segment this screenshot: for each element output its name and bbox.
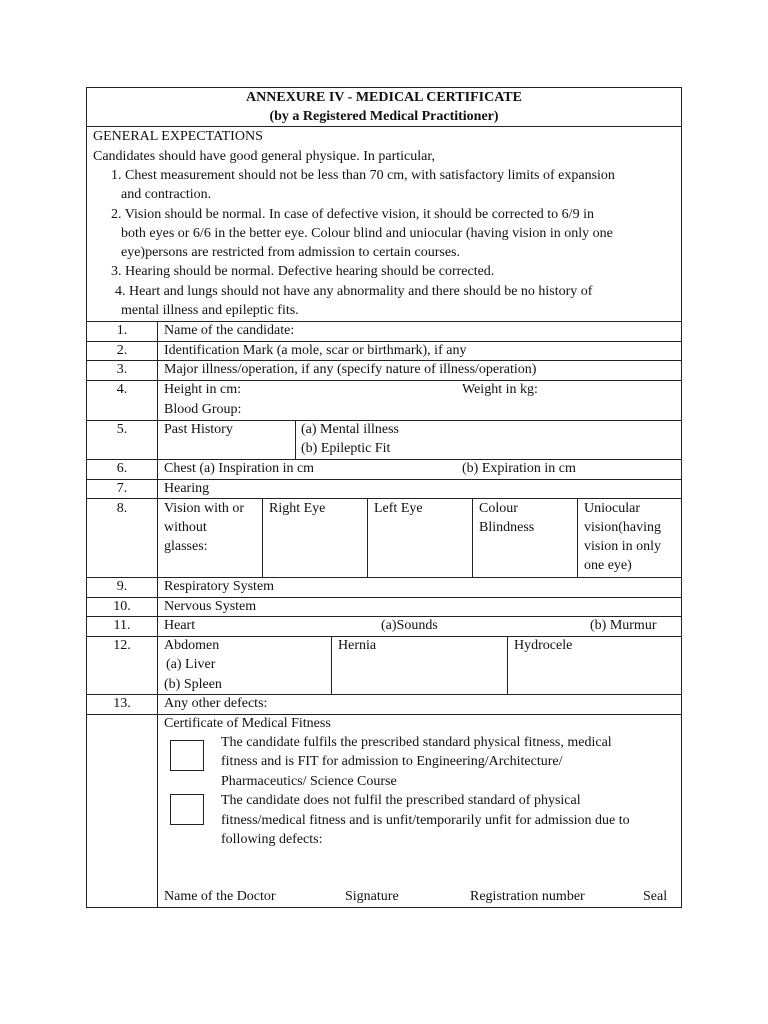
expectation-item-3: 3. Hearing should be normal. Defective hearing should be corrected. [111,264,495,279]
column-rule [295,420,296,459]
fit-statement: The candidate fulfils the prescribed standard physical fitness, medical [221,735,612,750]
spleen-label: (b) Spleen [164,677,222,692]
doctor-name-label: Name of the Doctor [164,889,276,904]
hearing-label: Hearing [164,481,210,496]
uniocular-label: one eye) [584,558,632,573]
signature-label: Signature [345,889,399,904]
row-number: 5. [116,422,128,437]
fit-statement: fitness and is FIT for admission to Engineering/Architecture/ [221,754,563,769]
epileptic-fit-label: (b) Epileptic Fit [301,441,391,456]
liver-label: (a) Liver [166,657,216,672]
unfit-checkbox[interactable] [170,794,204,825]
fitness-heading: Certificate of Medical Fitness [164,716,331,731]
column-rule [157,321,158,908]
chest-inspiration-label: Chest (a) Inspiration in cm [164,461,315,476]
uniocular-label: vision(having [584,520,661,535]
colour-blindness-label: Blindness [479,520,535,535]
expectation-item-2-cont: eye)persons are restricted from admission to certain courses. [121,245,460,260]
expectation-item-4-cont: mental illness and epileptic fits. [121,303,299,318]
row-number: 13. [113,696,131,711]
row-number: 3. [116,362,128,377]
heart-sounds-label: (a)Sounds [381,618,438,633]
row-number: 10. [113,599,131,614]
fit-statement: Pharmaceutics/ Science Course [221,774,397,789]
expectation-item-1-cont: and contraction. [121,187,212,202]
major-illness-label: Major illness/operation, if any (specify nature of illness/operation) [164,362,537,377]
row-number: 1. [116,323,128,338]
row-number: 8. [116,501,128,516]
expectation-item-2: 2. Vision should be normal. In case of defective vision, it should be corrected to 6/9 in [111,207,594,222]
uniocular-label: Uniocular [584,501,640,516]
expectation-item-4: 4. Heart and lungs should not have any abnormality and there should be no history of [115,284,593,299]
candidate-name-label: Name of the candidate: [164,323,295,338]
past-history-label: Past History [164,422,233,437]
unfit-statement: The candidate does not fulfil the prescribed standard of physical [221,793,581,808]
respiratory-system-label: Respiratory System [164,579,275,594]
blood-group-label: Blood Group: [164,402,242,417]
height-label: Height in cm: [164,382,241,397]
nervous-system-label: Nervous System [164,599,257,614]
seal-label: Seal [643,889,668,904]
row-number: 9. [116,579,128,594]
row-number: 2. [116,343,128,358]
vision-label: Vision with or [164,501,245,516]
left-eye-label: Left Eye [374,501,423,516]
expectations-heading: GENERAL EXPECTATIONS [93,129,263,144]
other-defects-label: Any other defects: [164,696,268,711]
vision-label: without [164,520,207,535]
unfit-statement: fitness/medical fitness and is unfit/temporarily unfit for admission due to [221,813,630,828]
row-number: 7. [116,481,128,496]
expectations-intro: Candidates should have good general physique. In particular, [93,149,435,164]
form-subtitle: (by a Registered Medical Practitioner) [269,109,499,124]
expectation-item-1: 1. Chest measurement should not be less than 70 cm, with satisfactory limits of expansion [111,168,615,183]
row-number: 4. [116,382,128,397]
chest-expiration-label: (b) Expiration in cm [462,461,576,476]
heart-murmur-label: (b) Murmur [590,618,657,633]
row-number: 12. [113,638,131,653]
hydrocele-label: Hydrocele [514,638,573,653]
registration-number-label: Registration number [470,889,585,904]
uniocular-label: vision in only [584,539,662,554]
colour-blindness-label: Colour [479,501,518,516]
expectation-item-2-cont: both eyes or 6/6 in the better eye. Colour blind and uniocular (having vision in only one [121,226,613,241]
column-rule [262,498,263,577]
heart-label: Heart [164,618,196,633]
right-eye-label: Right Eye [269,501,326,516]
hernia-label: Hernia [338,638,377,653]
medical-certificate-form [86,87,682,908]
form-title: ANNEXURE IV - MEDICAL CERTIFICATE [246,90,522,105]
identification-mark-label: Identification Mark (a mole, scar or birthmark), if any [164,343,467,358]
weight-label: Weight in kg: [462,382,538,397]
abdomen-label: Abdomen [164,638,220,653]
column-rule [331,636,332,694]
mental-illness-label: (a) Mental illness [301,422,399,437]
column-rule [507,636,508,694]
column-rule [367,498,368,577]
vision-label: glasses: [164,539,208,554]
column-rule [472,498,473,577]
fit-checkbox[interactable] [170,740,204,771]
row-number: 6. [116,461,128,476]
unfit-statement: following defects: [221,832,323,847]
row-number: 11. [113,618,131,633]
column-rule [577,498,578,577]
